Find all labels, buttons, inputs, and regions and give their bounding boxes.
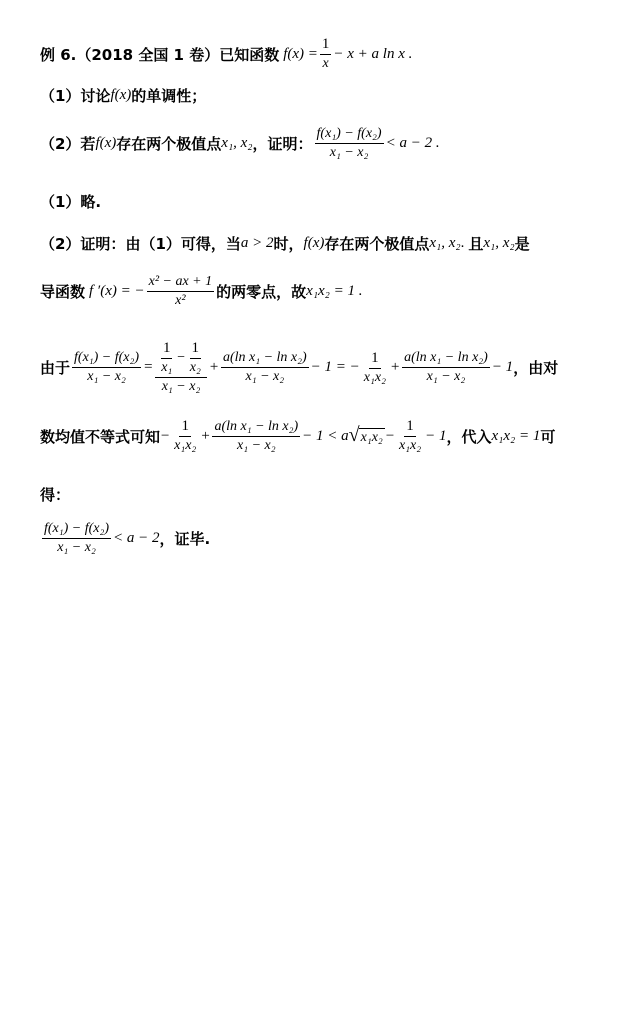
final-fraction xyxy=(42,521,111,556)
fraction-numerator: f(x₁) − f(x₂) xyxy=(72,350,141,368)
square-root xyxy=(349,425,385,447)
inequality-sub: ，代入 xyxy=(446,427,492,446)
question-2-expr: f(x) xyxy=(95,135,117,152)
question-1 xyxy=(40,85,613,106)
final-end: ，证毕. xyxy=(159,530,211,549)
function-lhs: f(x) = xyxy=(283,45,318,62)
inequality-tail: − 1 xyxy=(425,427,447,444)
fraction-denominator: x₁ − x₂ xyxy=(245,369,285,385)
inequality-fraction-3 xyxy=(397,418,423,454)
answer-2-points: x₁, x₂ xyxy=(429,235,461,251)
question-1-suffix: 的单调性； xyxy=(131,87,207,105)
fraction-denominator: x₁x₂ xyxy=(174,438,197,454)
due-fraction-2 xyxy=(155,340,207,395)
fraction-numerator: x² − ax + 1 xyxy=(147,274,215,292)
derivative-fraction xyxy=(147,274,215,309)
example-statement xyxy=(40,36,613,72)
inner-numerator: 1 xyxy=(161,340,173,359)
inequality-sub-expr: x₁x₂ = 1 xyxy=(491,427,541,444)
fraction-denominator: x₁x₂ xyxy=(398,438,422,454)
inequality-prefix: 数均值不等式可知 xyxy=(40,427,161,446)
answer-2-prefix: （2）证明：由（1）可得，当 xyxy=(40,235,241,253)
due-tail-1: − 1 = − xyxy=(310,359,360,376)
due-plus-1: + xyxy=(208,359,219,376)
radicand: x₁x₂ xyxy=(359,428,385,447)
fraction-numerator: 1 xyxy=(404,418,416,437)
inner-fraction-a xyxy=(159,340,174,376)
fraction-numerator: 1 xyxy=(369,350,381,369)
due-fraction-1 xyxy=(72,350,141,385)
question-2-prefix: （2）若 xyxy=(40,135,96,154)
fraction-denominator: x₁x₂ xyxy=(363,369,386,385)
answer-2-expr: f(x) xyxy=(303,235,325,251)
fraction-numerator-nested xyxy=(155,340,207,378)
question-2 xyxy=(40,126,613,161)
answer-2-dot: . xyxy=(460,235,465,251)
due-prefix: 由于 xyxy=(40,359,71,378)
function-rest: − x + a ln x . xyxy=(333,45,413,62)
final-line xyxy=(40,521,613,556)
example-head: 例 6.（2018 全国 1 卷）已知函数 xyxy=(40,45,280,64)
derivative-prefix: 导函数 xyxy=(40,283,86,302)
inner-denominator: x₂ xyxy=(189,360,201,376)
question-2-points: x₁, x₂ xyxy=(221,135,253,152)
fraction-denominator: x² xyxy=(175,293,186,309)
inner-denominator: x₁ xyxy=(161,360,173,376)
due-fraction-3 xyxy=(221,350,309,385)
inequality-can: 可 xyxy=(540,427,556,446)
fraction-numerator: f(x₁) − f(x₂) xyxy=(42,521,111,539)
answer-2-points-2: x₁, x₂ xyxy=(483,235,515,251)
fraction-numerator: a(ln x₁ − ln x₂) xyxy=(212,419,300,437)
derivative-mid: 的两零点，故 xyxy=(216,283,307,302)
due-plus-2: + xyxy=(389,359,401,376)
answer-2-and: 且 xyxy=(468,235,484,253)
inequality-minus-2: − xyxy=(384,427,395,444)
due-line xyxy=(40,340,613,395)
final-rhs: < a − 2 xyxy=(113,530,160,547)
inner-numerator: 1 xyxy=(190,340,202,359)
due-fraction-4 xyxy=(362,350,388,386)
question-1-prefix: （1）讨论 xyxy=(40,87,111,105)
question-2-prove: ，证明： xyxy=(252,135,313,154)
fraction-numerator: 1 xyxy=(179,418,191,437)
answer-1-text: （1）略. xyxy=(40,193,102,211)
derivative-result: x₁x₂ = 1 . xyxy=(306,283,363,300)
fraction-denominator: x₁ − x₂ xyxy=(87,369,126,385)
derivative-line xyxy=(40,274,613,309)
question-1-expr: f(x) xyxy=(110,87,132,103)
fraction-denominator: x₁ − x₂ xyxy=(426,369,466,385)
inequality-mid: − 1 < a xyxy=(302,427,349,444)
inequality-fraction-2 xyxy=(212,419,300,454)
inequality-plus: + xyxy=(200,427,211,444)
due-tail-2: − 1 xyxy=(491,359,514,376)
radical-sign-icon: √ xyxy=(348,424,360,447)
fraction-denominator: x₁ − x₂ xyxy=(161,379,201,395)
inequality-fraction-1 xyxy=(172,418,198,454)
fraction-numerator: f(x₁) − f(x₂) xyxy=(315,126,384,144)
answer-2-condition: a > 2 xyxy=(240,235,274,251)
due-equals: = xyxy=(143,359,154,376)
derivative-lhs: f ′(x) = − xyxy=(89,283,145,300)
answer-2-when: 时， xyxy=(273,235,304,253)
fraction-denominator: x₁ − x₂ xyxy=(236,437,276,453)
fraction-numerator: a(ln x₁ − ln x₂) xyxy=(221,350,309,368)
answer-2-is: 是 xyxy=(514,235,530,253)
fraction-numerator: 1 xyxy=(320,36,332,55)
answer-2 xyxy=(40,233,613,254)
inner-fraction-b xyxy=(188,340,203,376)
fraction-numerator: a(ln x₁ − ln x₂) xyxy=(402,350,490,368)
answer-2-mid: 存在两个极值点 xyxy=(324,235,430,253)
fraction-denominator: x₁ − x₂ xyxy=(57,540,96,556)
question-2-rhs: < a − 2 . xyxy=(385,135,440,152)
question-2-mid: 存在两个极值点 xyxy=(116,135,222,154)
de-text: 得： xyxy=(40,486,71,504)
de-line xyxy=(40,484,613,505)
inequality-line xyxy=(40,418,613,454)
inequality-minus: − xyxy=(160,427,171,444)
fraction-denominator: x₁ − x₂ xyxy=(329,145,369,161)
due-fraction-5 xyxy=(402,350,490,385)
due-suffix: ，由对 xyxy=(513,359,559,378)
fraction-denominator: x xyxy=(322,56,329,72)
function-fraction xyxy=(320,36,332,72)
question-2-fraction xyxy=(315,126,384,161)
inner-minus: − xyxy=(176,350,186,366)
answer-1 xyxy=(40,191,613,212)
